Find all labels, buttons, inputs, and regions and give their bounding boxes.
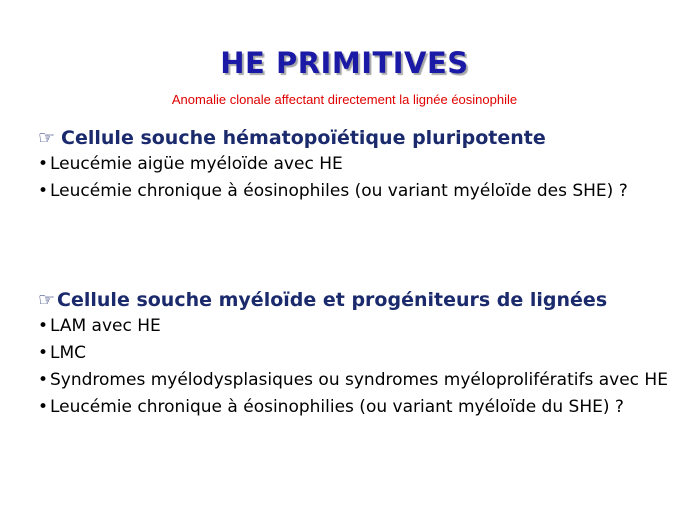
list-item-text: Leucémie chronique à éosinophilies (ou variant myéloïde du SHE) ? [50,397,624,417]
bullet-icon: • [38,154,49,174]
pointing-hand-icon: ☞ [38,289,56,311]
slide-title: HE PRIMITIVES [220,46,469,80]
list-item [38,367,678,394]
list-item-text: Leucémie aigüe myéloïde avec HE [50,154,343,174]
list-item [38,313,678,340]
list-item [38,394,678,421]
list-item-text: LMC [50,343,87,363]
bullet-icon: • [38,370,49,390]
pointing-hand-icon: ☞ [38,127,56,149]
bullet-icon: • [38,343,49,363]
section-heading [38,125,678,151]
list-item-text: Leucémie chronique à éosinophiles (ou variant myéloïde des SHE) ? [50,181,628,201]
list-item [38,151,678,178]
bullet-icon: • [38,316,49,336]
list-item-text: Syndromes myélodysplasiques ou syndromes myéloprolifératifs avec HE [50,370,668,390]
slide-subtitle: Anomalie clonale affectant directement la lignée éosinophile [171,92,518,107]
section-hematopoietic-stem-cell [38,125,678,205]
list-item [38,178,678,205]
section-myeloid-stem-cell [38,287,678,421]
list-item [38,340,678,367]
bullet-icon: • [38,181,49,201]
section-heading-text: Cellule souche hématopoïétique pluripotente [61,127,546,149]
list-item-text: LAM avec HE [50,316,161,336]
bullet-icon: • [38,397,49,417]
section-heading-text: Cellule souche myéloïde et progéniteurs de lignées [57,289,608,311]
section-heading [38,287,678,313]
